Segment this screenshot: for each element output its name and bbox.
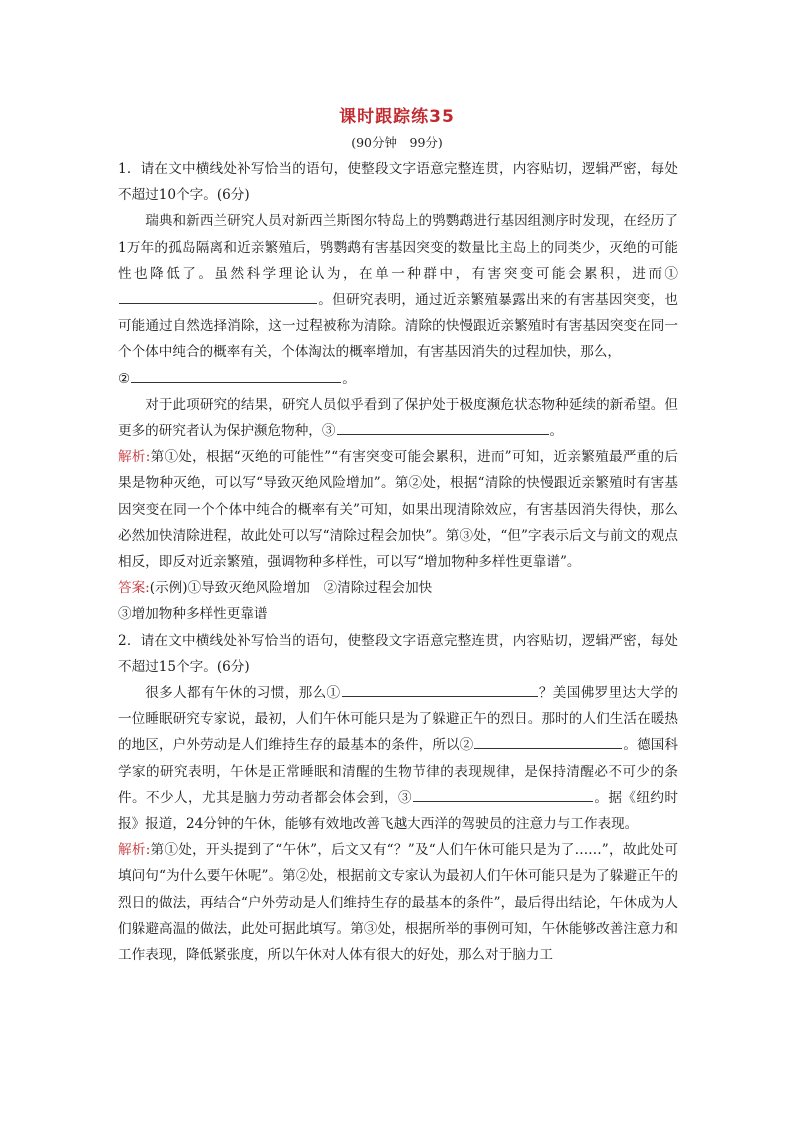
page-subtitle: (90分钟 99分) [351, 135, 443, 150]
answer-blank-q2-1[interactable] [342, 680, 538, 697]
answer-blank-2[interactable] [131, 366, 341, 383]
answer-blank-q2-2[interactable] [474, 732, 622, 749]
answer-blank-3[interactable] [337, 418, 549, 435]
question-1-stem: 1．请在文中横线处补写恰当的语句，使整段文字语意完整连贯，内容贴切，逻辑严密，每处不超过10个字。(6分) [118, 161, 678, 204]
analysis-label-2: 解析: [118, 842, 151, 859]
question-1-analysis: 解析:第①处，根据“灭绝的可能性”“有害突变可能会累积，进而”可知，近亲繁殖最严重的后果是物种灭绝，可以写“导致灭绝风险增加”。第②处，根据“清除的快慢跟近亲繁殖时有害基因突变在同一个个体中纯合的概率有关”可知，如果出现清除效应，有害基因消失得快，那么必然加快清除进程，故此处可以写“清除过程会加快”。第③处，“但”字表示后文与前文的观点相反，即反对近亲繁殖，强调物种多样性，可以写“增加物种多样性更靠谱”。 [118, 449, 678, 571]
answer-blank-q2-3[interactable] [413, 785, 593, 802]
answer-label: 答案: [118, 580, 150, 597]
question-2-passage: 很多人都有午休的习惯，那么① ？美国佛罗里达大学的一位睡眠研究专家说，最初，人们午休可能只是为了躲避正午的烈日。那时的人们生活在暖热的地区，户外劳动是人们维持生存的最基本的条件，所以② 。德国科学家的研究表明，午休是正常睡眠和清醒的生物节律的表现规律，是保持清醒必不可少的条件。不少人，尤其是脑力劳动者都会体会到，③ 。据《纽约时报》报道，24分钟的午休，能够有效地改善飞越大西洋的驾驶员的注意力与工作表现。 [118, 680, 678, 837]
question-2-stem: 2．请在文中横线处补写恰当的语句，使整段文字语意完整连贯，内容贴切，逻辑严密，每处不超过15个字。(6分) [118, 632, 678, 675]
question-1-passage-paragraph-1: 瑞典和新西兰研究人员对新西兰斯图尔特岛上的鸮鹦鹉进行基因组测序时发现，在经历了1万年的孤岛隔离和近亲繁殖后，鸮鹦鹉有害基因突变的数量比主岛上的同类少，灭绝的可能性也降低了。虽然科学理论认为，在单一种群中，有害突变可能会累积，进而①。但研究表明，通过近亲繁殖暴露出来的有害基因突变，也可能通过自然选择消除，这一过程被称为清除。清除的快慢跟近亲繁殖时有害基因突变在同一个个体中纯合的概率有关，个体淘汰的概率增加，有害基因消失的过程加快，那么， ② 。 [118, 213, 678, 387]
page-title: 课时跟踪练35 [339, 107, 455, 127]
document-body [118, 156, 678, 968]
answer-blank-1[interactable] [119, 287, 317, 304]
question-1-answer: 答案:(示例)①导致灭绝风险增加 ②清除过程会加快 [118, 580, 433, 597]
question-2-analysis: 解析:第①处，开头提到了“午休”，后文又有“？”及“人们午休可能只是为了……”，故此处可填问句“为什么要午休呢”。第②处，根据前文专家认为最初人们午休可能只是为了躲避正午的烈日的做法，再结合“户外劳动是人们维持生存的最基本的条件”，最后得出结论，午休成为人们躲避高温的做法，此处可据此填写。第③处，根据所举的事例可知，午休能够改善注意力和工作表现，降低紧张度，所以午休对人体有很大的好处，那么对于脑力工 [118, 842, 678, 964]
question-1-answer-line-2: ③增加物种多样性更靠谱 [118, 606, 268, 623]
analysis-label: 解析: [118, 449, 151, 466]
question-1-passage-paragraph-2: 对于此项研究的结果，研究人员似乎看到了保护处于极度濒危状态物种延续的新希望。但更多的研究者认为保护濒危物种，③ 。 [118, 396, 678, 440]
